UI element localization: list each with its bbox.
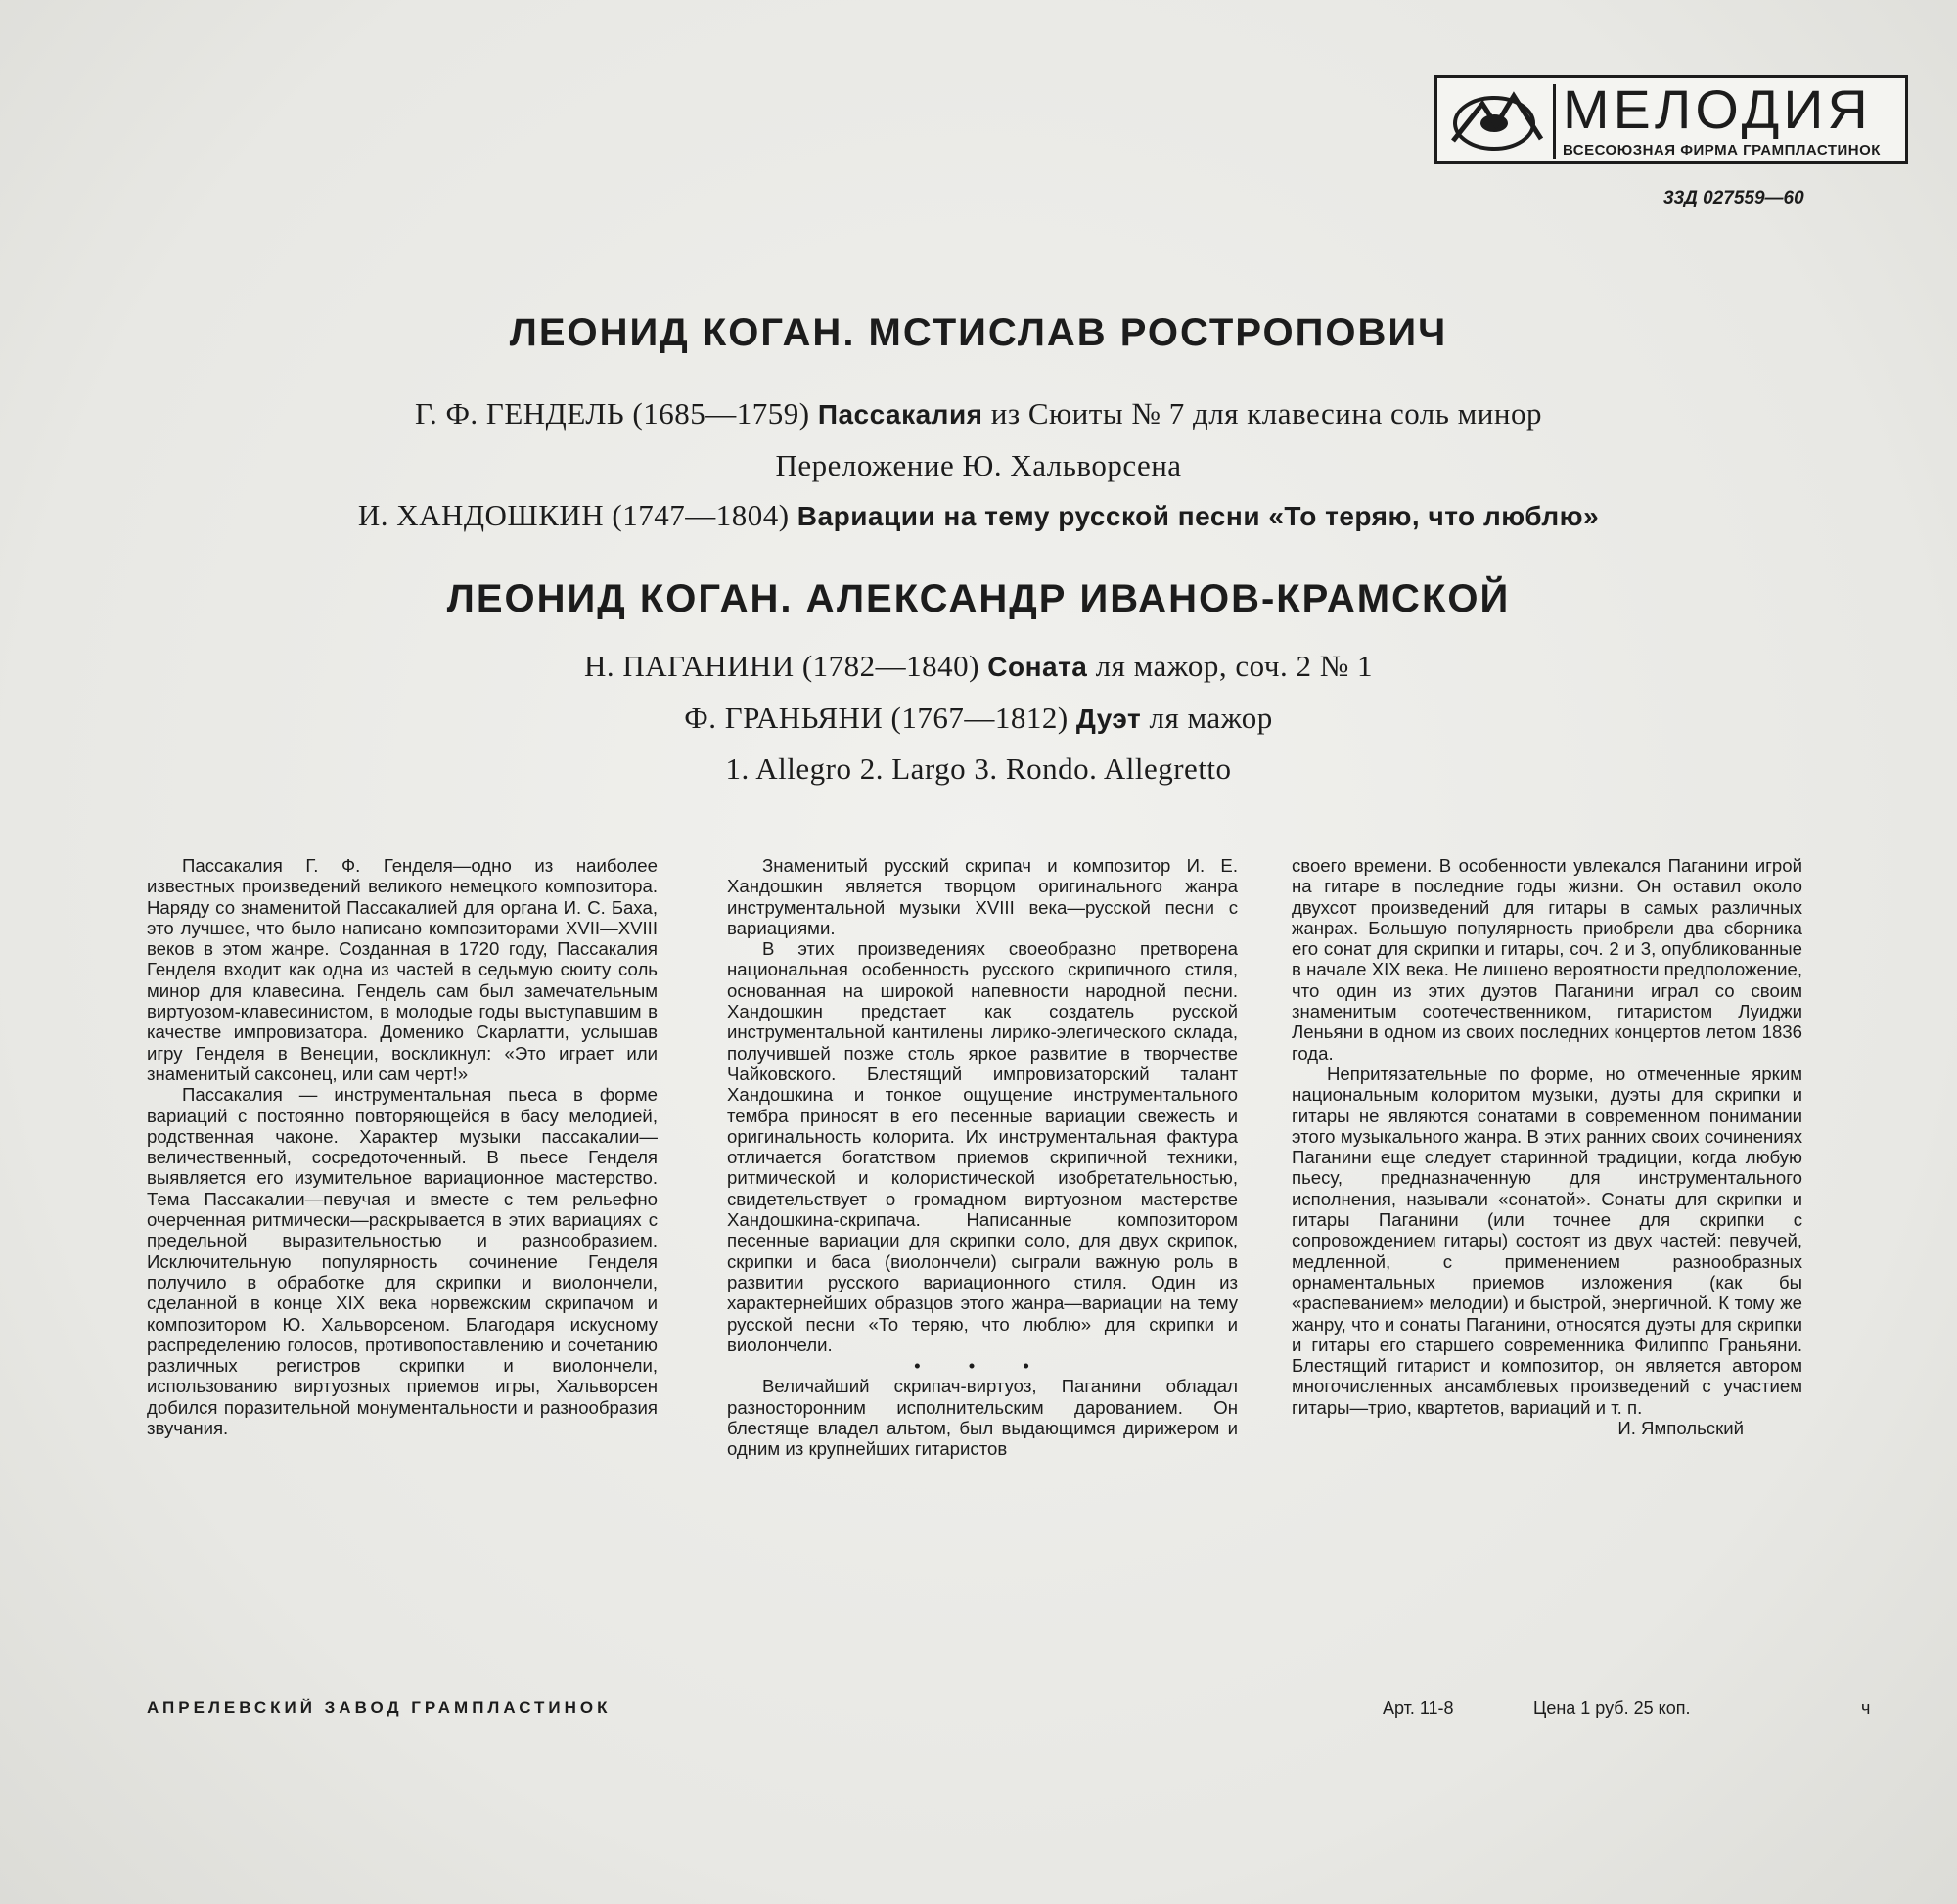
work-title: Пассакалия bbox=[817, 399, 983, 430]
print-mark: ч bbox=[1861, 1699, 1871, 1718]
section-separator: • • • bbox=[914, 1355, 1051, 1377]
composer: И. ХАНДОШКИН (1747—1804) bbox=[357, 498, 790, 532]
work-title: Соната bbox=[987, 652, 1088, 682]
notes-paragraph: Величайший скрипач-виртуоз, Паганини обладал разносторонним исполнительским дарованием. Он блестяще владел альтом, был выдающимся дирижером и одним из крупнейших гитаристов bbox=[727, 1376, 1238, 1460]
side1-arrangement: Переложение Ю. Хальворсена bbox=[775, 448, 1182, 482]
composer: Г. Ф. ГЕНДЕЛЬ (1685—1759) bbox=[415, 396, 810, 431]
work-title: Дуэт bbox=[1075, 703, 1142, 734]
side2-work2 bbox=[0, 701, 1957, 736]
notes-paragraph: своего времени. В особенности увлекался Паганини игрой на гитаре в последние годы жизни. Он оставил около двухсот произведений для гитары в самых различных жанрах. Большую популярность приобрели два сборника его сонат для скрипки и гитары, соч. 2 и 3, опубликованные в начале XIX века. Не лишено вероятности предположение, что один из этих дуэтов Паганини играл со своим знаменитым соотечественником, гитаристом Луиджи Леньяни в одном из своих последних концертов летом 1836 года. bbox=[1292, 855, 1802, 1064]
notes-paragraph: Пассакалия Г. Ф. Генделя—одно из наиболее известных произведений великого немецкого композитора. Наряду со знаменитой Пассакалией для органа И. С. Баха, это лучшее, что было написано композиторами XVII—XVIII веков в этом жанре. Созданная в 1720 году, Пассакалия Генделя входит как одна из частей в седьмую сюиту соль минор для клавесина. Гендель сам был замечательным виртуозом-клавесинистом, в молодые годы выступавшим в качестве импровизатора. Доменико Скарлатти, услышав игру Генделя в Венеции, воскликнул: «Это играет или знаменитый саксонец, или сам черт!» bbox=[147, 855, 658, 1084]
notes-column-2 bbox=[727, 855, 1238, 1560]
side1-performers: ЛЕОНИД КОГАН. МСТИСЛАВ РОСТРОПОВИЧ bbox=[509, 311, 1448, 354]
brand-name: МЕЛОДИЯ bbox=[1563, 78, 1872, 140]
melodiya-logo bbox=[1434, 75, 1908, 164]
notes-paragraph: Пассакалия — инструментальная пьеса в форме вариаций с постоянно повторяющейся в басу мелодией, родственная чаконе. Характер музыки пассакалии—величественный, сосредоточенный. В пьесе Генделя выявляется его изумительное вариационное мастерство. Тема Пассакалии—певучая и вместе с тем рельефно очерченная ритмически—раскрывается в этих вариациях с предельной выразительностью и разнообразием. Исключительную популярность сочинение Генделя получило в обработке для скрипки и виолончели, сделанной в конце XIX века норвежским скрипачом и композитором Ю. Хальворсеном. Благодаря искусному распределению голосов, противопоставлению и сочетанию различных регистров скрипки и виолончели, использованию виртуозных приемов игры, Хальворсен добился поразительной монументальности и разнообразия звучания. bbox=[147, 1084, 658, 1439]
work-detail: ля мажор, соч. 2 № 1 bbox=[1095, 649, 1374, 683]
side1-work2 bbox=[0, 498, 1957, 533]
notes-paragraph: Знаменитый русский скрипач и композитор И. Е. Хандошкин является творцом оригинального жанра инструментальной музыки XVIII века—русской песни с вариациями. bbox=[727, 855, 1238, 938]
side2-work1 bbox=[0, 649, 1957, 684]
price: Цена 1 руб. 25 коп. bbox=[1533, 1699, 1691, 1718]
factory-name: АПРЕЛЕВСКИЙ ЗАВОД ГРАМПЛАСТИНОК bbox=[147, 1699, 612, 1717]
work-detail: из Сюиты № 7 для клавесина соль минор bbox=[990, 396, 1542, 431]
catalog-number: 33Д 027559—60 bbox=[1663, 188, 1804, 208]
notes-paragraph: В этих произведениях своеобразно претворена национальная особенность русского скрипичного стиля, основанная на широкой напевности народной песни. Хандошкин предстает как создатель русской инструментальной кантилены лирико-элегического склада, получившей позже столь яркое развитие в творчестве Чайковского. Блестящий импровизаторский талант Хандошкина и тонкое ощущение инструментального тембра приносят в его песенные вариации свежесть и оригинальность колорита. Их инструментальная фактура отличается богатством приемов скрипичной техники, ритмической и колористической изобретательностью, свидетельствует о громадном виртуозном мастерстве Хандошкина-скрипача. Написанные композитором песенные вариации для скрипки соло, для двух скрипок, скрипки и баса (виолончели) сыграли важную роль в развитии русского вариационного стиля. Один из характернейших образцов этого жанра—вариации на тему русской песни «То теряю, что люблю» для скрипки и виолончели. bbox=[727, 938, 1238, 1355]
notes-paragraph: Непритязательные по форме, но отмеченные ярким национальным колоритом музыки, дуэты для скрипки и гитары не являются сонатами в современном понимании этого музыкального жанра. В этих ранних своих сочинениях Паганини еще следует старинной традиции, когда любую пьесу, предназначенную для инструментального исполнения, называли «сонатой». Сонаты для скрипки и гитары Паганини (или точнее для скрипки с сопровождением гитары) состоят из двух частей: певучей, медленной, с применением разнообразных орнаментальных приемов изложения (как бы «распеванием» мелодии) и быстрой, энергичной. К тому же жанру, что и сонаты Паганини, относятся дуэты для скрипки и гитары его старшего современника Филиппо Граньяни. Блестящий гитарист и композитор, он является автором многочисленных ансамблевых произведений с участием гитары—трио, квартетов, вариаций и т. п. bbox=[1292, 1063, 1802, 1418]
composer: Н. ПАГАНИНИ (1782—1840) bbox=[583, 649, 980, 683]
work-detail: ля мажор bbox=[1149, 701, 1273, 735]
side1-work1 bbox=[0, 396, 1957, 431]
notes-column-1 bbox=[147, 855, 658, 1560]
logo-divider bbox=[1553, 84, 1556, 159]
work-detail: на тему русской песни «То теряю, что люблю» bbox=[943, 501, 1600, 531]
work-title: Вариации bbox=[796, 501, 936, 531]
melodiya-emblem-icon bbox=[1443, 82, 1551, 160]
article-number: Арт. 11-8 bbox=[1383, 1699, 1454, 1718]
brand-subtitle: ВСЕСОЮЗНАЯ ФИРМА ГРАМПЛАСТИНОК bbox=[1563, 142, 1881, 159]
side2-movements: 1. Allegro 2. Largo 3. Rondo. Allegretto bbox=[725, 751, 1232, 786]
notes-column-3 bbox=[1292, 855, 1802, 1560]
author-signature: И. Ямпольский bbox=[1617, 1418, 1744, 1439]
side2-performers: ЛЕОНИД КОГАН. АЛЕКСАНДР ИВАНОВ-КРАМСКОЙ bbox=[446, 577, 1511, 620]
composer: Ф. ГРАНЬЯНИ (1767—1812) bbox=[684, 701, 1069, 735]
